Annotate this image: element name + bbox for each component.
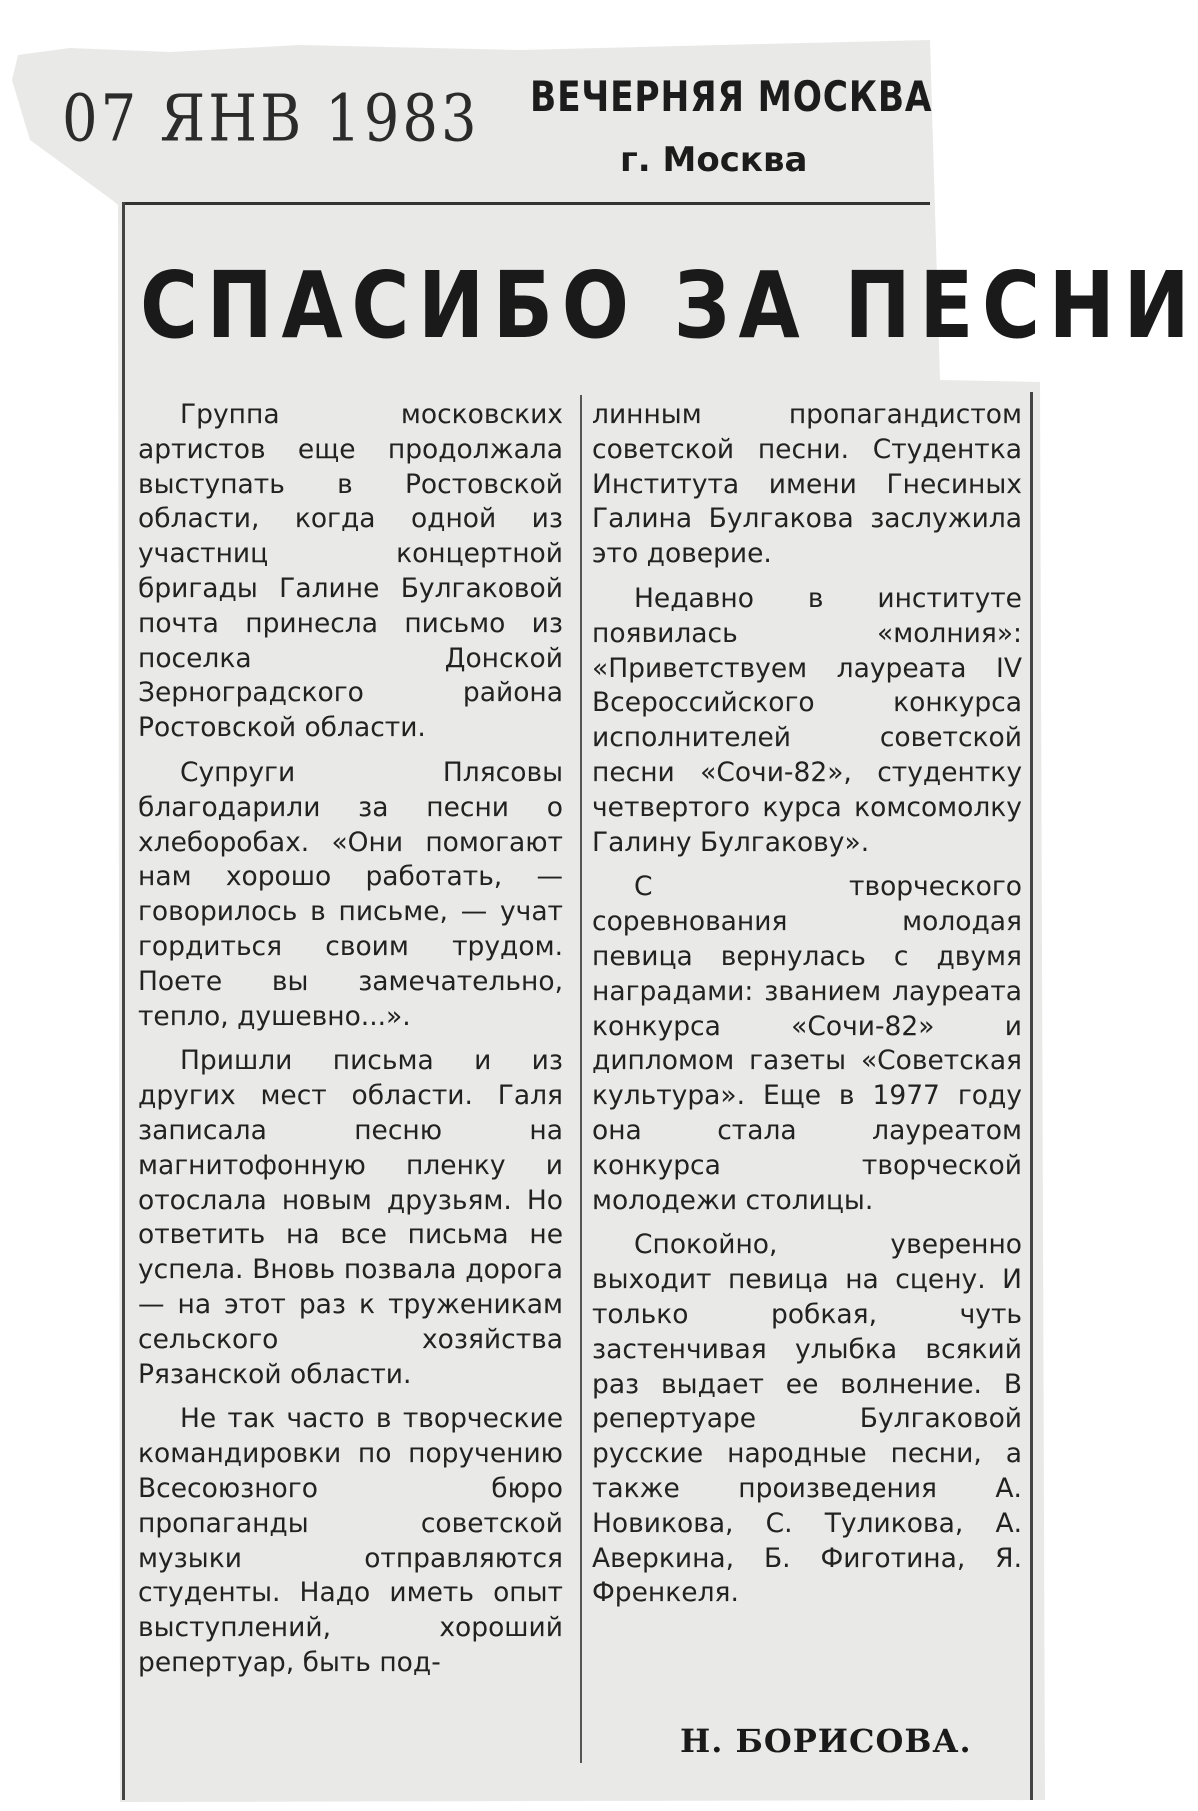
article-left-column <box>138 398 563 1691</box>
article-paragraph-continuation: линным пропагандистом советской песни. Студентка Института имени Гнесиных Галина Булгакова заслужила это доверие. <box>592 399 1022 570</box>
article-paragraph: Супруги Плясовы благодарили за песни о хлеборобах. «Они помогают нам хорошо работать, — говорилось в письме, — учат гордиться своим трудом. Поете вы замечательно, тепло, душевно...». <box>138 756 563 1032</box>
article-paragraph: С творческого соревнования молодая певица вернулась с двумя наградами: званием лауреата конкурса «Сочи-82» и дипломом газеты «Советская культура». Еще в 1977 году она стала лауреатом конкурса творческой молодежи столицы. <box>592 871 1022 1216</box>
right-border-rule <box>1030 392 1033 1800</box>
article-paragraph: Не так часто в творческие командировки по поручению Всесоюзного бюро пропаганды советской музыки отправляются студенты. Надо иметь опыт выступлений, хороший репертуар, быть под- <box>138 1403 563 1678</box>
left-border-rule <box>122 202 125 1800</box>
newspaper-city: г. Москва <box>620 140 808 180</box>
article-headline: СПАСИБО ЗА ПЕСНИ <box>140 252 1198 359</box>
newspaper-name: ВЕЧЕРНЯЯ МОСКВА <box>530 72 933 121</box>
article-paragraph: Пришли письма и из других мест области. Галя записала песню на магнитофонную пленку и отослала новым друзьям. Но ответить на все письма не успела. Вновь позвала дорога — на этот раз к труженикам сельского хозяйства Рязанской области. <box>138 1045 563 1390</box>
column-divider <box>580 395 582 1763</box>
article-paragraph: Спокойно, уверенно выходит певица на сцену. И только робкая, чуть застенчивая улыбка всякий раз выдает ее волнение. В репертуаре Булгаковой русские народные песни, а также произведения А. Новикова, С. Туликова, А. Аверкина, Б. Фиготина, Я. Френкеля. <box>592 1229 1022 1609</box>
article-paragraph: Недавно в институте появилась «молния»: «Приветствуем лауреата IV Всероссийского конкурса исполнителей советской песни «Сочи-82», студентку четвертого курса комсомолку Галину Булгакову». <box>592 582 1022 858</box>
article-paragraph: Группа московских артистов еще продолжала выступать в Ростовской области, когда одной из участниц концертной бригады Галине Булгаковой почта принесла письмо из поселка Донской Зерноградского района Ростовской области. <box>138 399 563 744</box>
top-border-rule <box>122 202 930 205</box>
author-byline: Н. БОРИСОВА. <box>680 1722 972 1760</box>
date-stamp: 07 ЯНВ 1983 <box>62 82 480 157</box>
article-right-column <box>592 398 1022 1621</box>
